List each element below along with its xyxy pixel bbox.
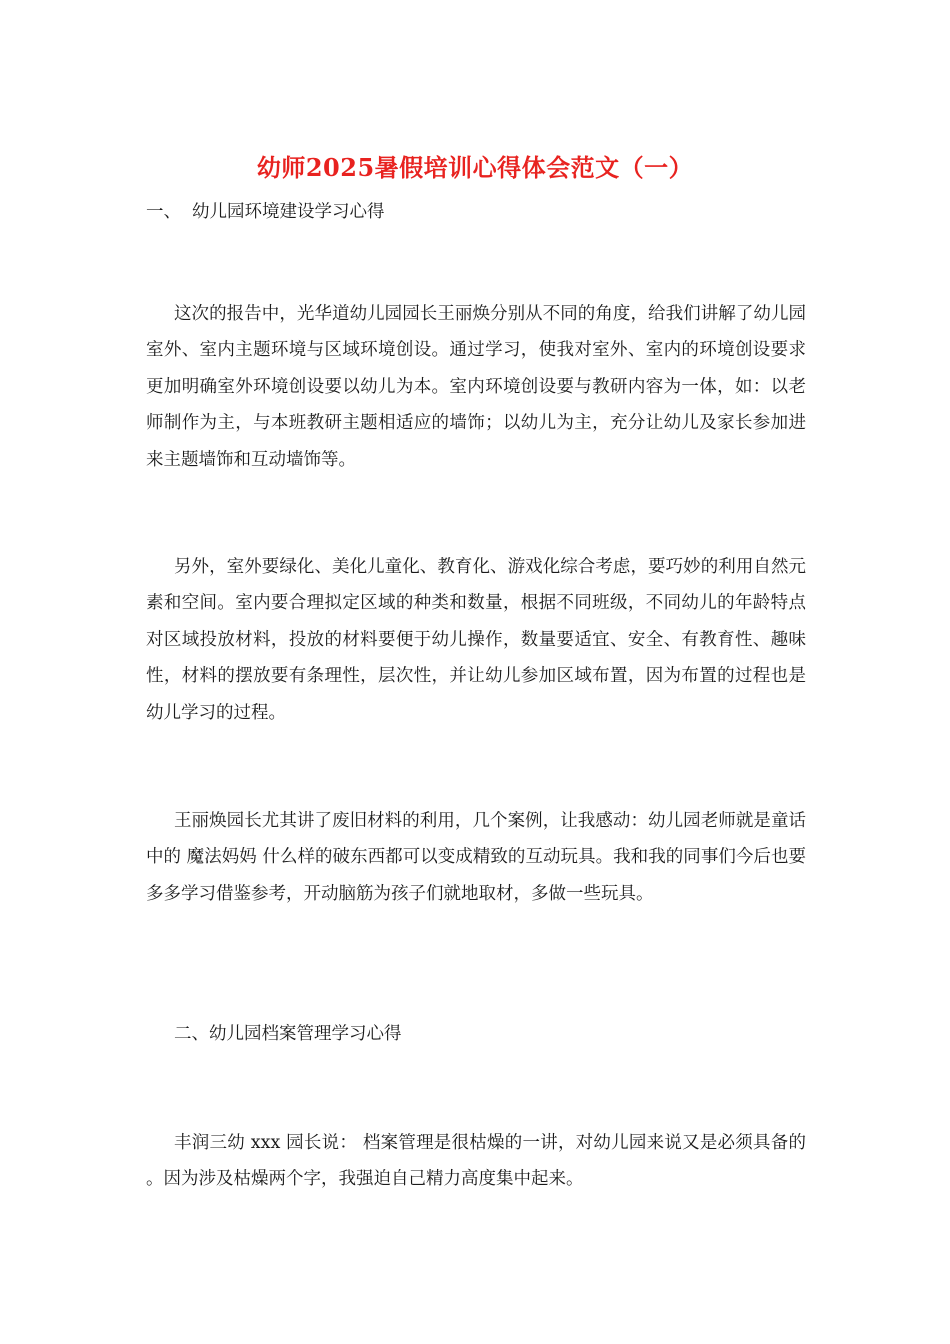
paragraph-2: 另外，室外要绿化、美化儿童化、教育化、游戏化综合考虑，要巧妙的利用自然元素和空间。室内要合理拟定区域的种类和数量，根据不同班级，不同幼儿的年龄特点对区域投放材料，投放的材料要便于幼儿操作，数量要适宜、安全、有教育性、趣味性，材料的摆放要有条理性，层次性，并让幼儿参加区域布置，因为布置的过程也是幼儿学习的过程。	[146, 557, 806, 723]
section-1-heading	[146, 199, 385, 225]
section-1-number: 一、	[146, 202, 181, 222]
section-2-heading: 二、幼儿园档案管理学习心得	[174, 1024, 402, 1044]
paragraph-3: 王丽焕园长尤其讲了废旧材料的利用，几个案例，让我感动：幼儿园老师就是童话中的 魔法妈妈 什么样的破东西都可以变成精致的互动玩具。我和我的同事们今后也要多多学习借鉴参考，开动脑筋为孩子们就地取材，多做一些玩具。	[146, 811, 806, 904]
paragraph-1: 这次的报告中，光华道幼儿园园长王丽焕分别从不同的角度，给我们讲解了幼儿园室外、室内主题环境与区域环境创设。通过学习，使我对室外、室内的环境创设要求更加明确室外环境创设要以幼儿为本。室内环境创设要与教研内容为一体，如：以老师制作为主，与本班教研主题相适应的墙饰；以幼儿为主，充分让幼儿及家长参加进来主题墙饰和互动墙饰等。	[146, 304, 806, 470]
paragraph-4: 丰润三幼 xxx 园长说： 档案管理是很枯燥的一讲，对幼儿园来说又是必须具备的 。因为涉及枯燥两个字，我强迫自己精力高度集中起来。	[146, 1133, 806, 1190]
section-1-heading-text: 幼儿园环境建设学习心得	[192, 202, 385, 222]
document-title: 幼师2025暑假培训心得体会范文（一）	[256, 153, 694, 182]
